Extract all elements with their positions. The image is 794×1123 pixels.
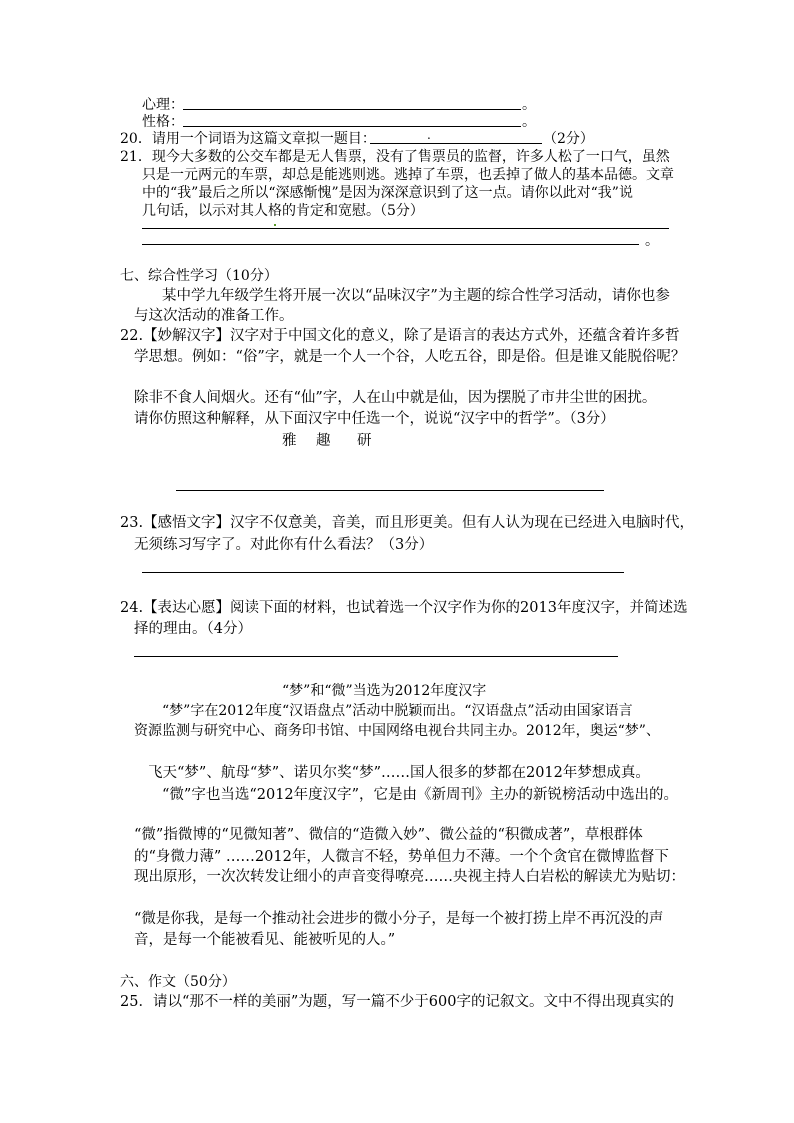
- q20-mark: .: [427, 128, 431, 142]
- material-p3-line3: 现出原形，一次次转发让细小的声音变得嘹亮……央视主持人白岩松的解读尤为贴切：: [134, 869, 685, 885]
- material-p1-line2: 资源监测与研究中心、商务印书馆、中国网络电视台共同主办。2012年，奥运“梦”、: [134, 723, 660, 739]
- q21-line2: 只是一元两元的车票，却总是能逃则逃。逃掉了车票，也丢掉了做人的基本品德。文章: [142, 167, 674, 183]
- psychology-end: 。: [522, 97, 536, 113]
- section7-title: 七、综合性学习（10分）: [120, 268, 278, 284]
- q22-line1: 22.【妙解汉字】汉字对于中国文化的意义，除了是语言的表达方式外，还蕴含着许多哲: [120, 328, 680, 344]
- q22-choice-yan: 研: [357, 433, 372, 449]
- q24-answer-line[interactable]: [134, 656, 618, 657]
- q20-score: （2分）: [543, 131, 594, 147]
- q21-answer-line-2[interactable]: [142, 244, 639, 245]
- q23-line2: 无须练习写字了。对此你有什么看法？（3分）: [134, 537, 434, 553]
- material-p3-line2: 的“身微力薄” ……2012年，人微言不轻，势单但力不薄。一个个贪官在微博监督下: [134, 849, 669, 865]
- section7-intro-line2: 与这次活动的准备工作。: [134, 308, 294, 324]
- character-end: 。: [522, 114, 536, 130]
- q24-line1: 24.【表达心愿】阅读下面的材料，也试着选一个汉字作为你的2013年度汉字，并简述选: [120, 600, 688, 616]
- material-p4-line2: 音，是每一个能被看见、能被听见的人。”: [134, 932, 396, 948]
- section7-intro-line1: 某中学九年级学生将开展一次以“品味汉字”为主题的综合性学习活动，请你也参: [162, 288, 670, 304]
- q22-line4: 请你仿照这种解释，从下面汉字中任选一个，说说“汉字中的哲学”。（3分）: [134, 411, 615, 427]
- character-answer-line[interactable]: [183, 126, 521, 127]
- stray-dot: [274, 224, 276, 226]
- character-label: 性格：: [142, 114, 184, 130]
- q20-answer-line[interactable]: [370, 143, 542, 144]
- q23-answer-line[interactable]: [142, 572, 624, 573]
- material-p4-line1: “微是你我，是每一个推动社会进步的微小分子，是每一个被打捞上岸不再沉没的声: [134, 911, 664, 927]
- q24-line2: 择的理由。（4分）: [134, 621, 252, 637]
- psychology-answer-line[interactable]: [183, 109, 521, 110]
- material-p2-line1: “微”字也当选“2012年度汉字”，它是由《新周刊》主办的新锐榜活动中选出的。: [162, 787, 679, 803]
- q21-line3: 中的“我”最后之所以“深感惭愧”是因为深深意识到了这一点。请你以此对“我”说: [142, 185, 633, 201]
- material-title: “梦”和“微”当选为2012年度汉字: [282, 683, 487, 699]
- q22-line2: 学思想。例如：“俗”字，就是一个人一个谷，人吃五谷，即是俗。但是谁又能脱俗呢？: [134, 349, 686, 365]
- q23-line1: 23.【感悟文字】汉字不仅意美，音美，而且形更美。但有人认为现在已经进入电脑时代，: [120, 515, 695, 531]
- material-p1-line3: 飞天“梦”、航母“梦”、诺贝尔奖“梦”……国人很多的梦都在2012年梦想成真。: [148, 765, 650, 781]
- q21-answer-line-1[interactable]: [142, 228, 669, 229]
- psychology-label: 心理：: [142, 97, 184, 113]
- q21-line1: 21．现今大多数的公交车都是无人售票，没有了售票员的监督，许多人松了一口气，虽然: [120, 149, 670, 165]
- q25-line1: 25．请以“那不一样的美丽”为题，写一篇不少于600字的记叙文。文中不得出现真实的: [120, 994, 674, 1010]
- q21-line4: 几句话，以示对其人格的肯定和宽慰。（5分）: [142, 203, 424, 219]
- q20-text: 20．请用一个词语为这篇文章拟一题目：: [120, 131, 376, 147]
- q21-end: 。: [645, 233, 659, 249]
- material-p3-line1: “微”指微博的“见微知著”、微信的“造微入妙”、微公益的“积微成著”，草根群体: [134, 827, 643, 843]
- q22-answer-line[interactable]: [176, 490, 604, 491]
- q22-choice-qu: 趣: [316, 433, 331, 449]
- q22-line3: 除非不食人间烟火。还有“仙”字，人在山中就是仙，因为摆脱了市井尘世的困扰。: [134, 390, 657, 406]
- section6-title: 六、作文（50分）: [120, 974, 236, 990]
- material-p1-line1: “梦”字在2012年度“汉语盘点”活动中脱颖而出。“汉语盘点”活动由国家语言: [162, 703, 633, 719]
- q22-choice-ya: 雅: [282, 433, 297, 449]
